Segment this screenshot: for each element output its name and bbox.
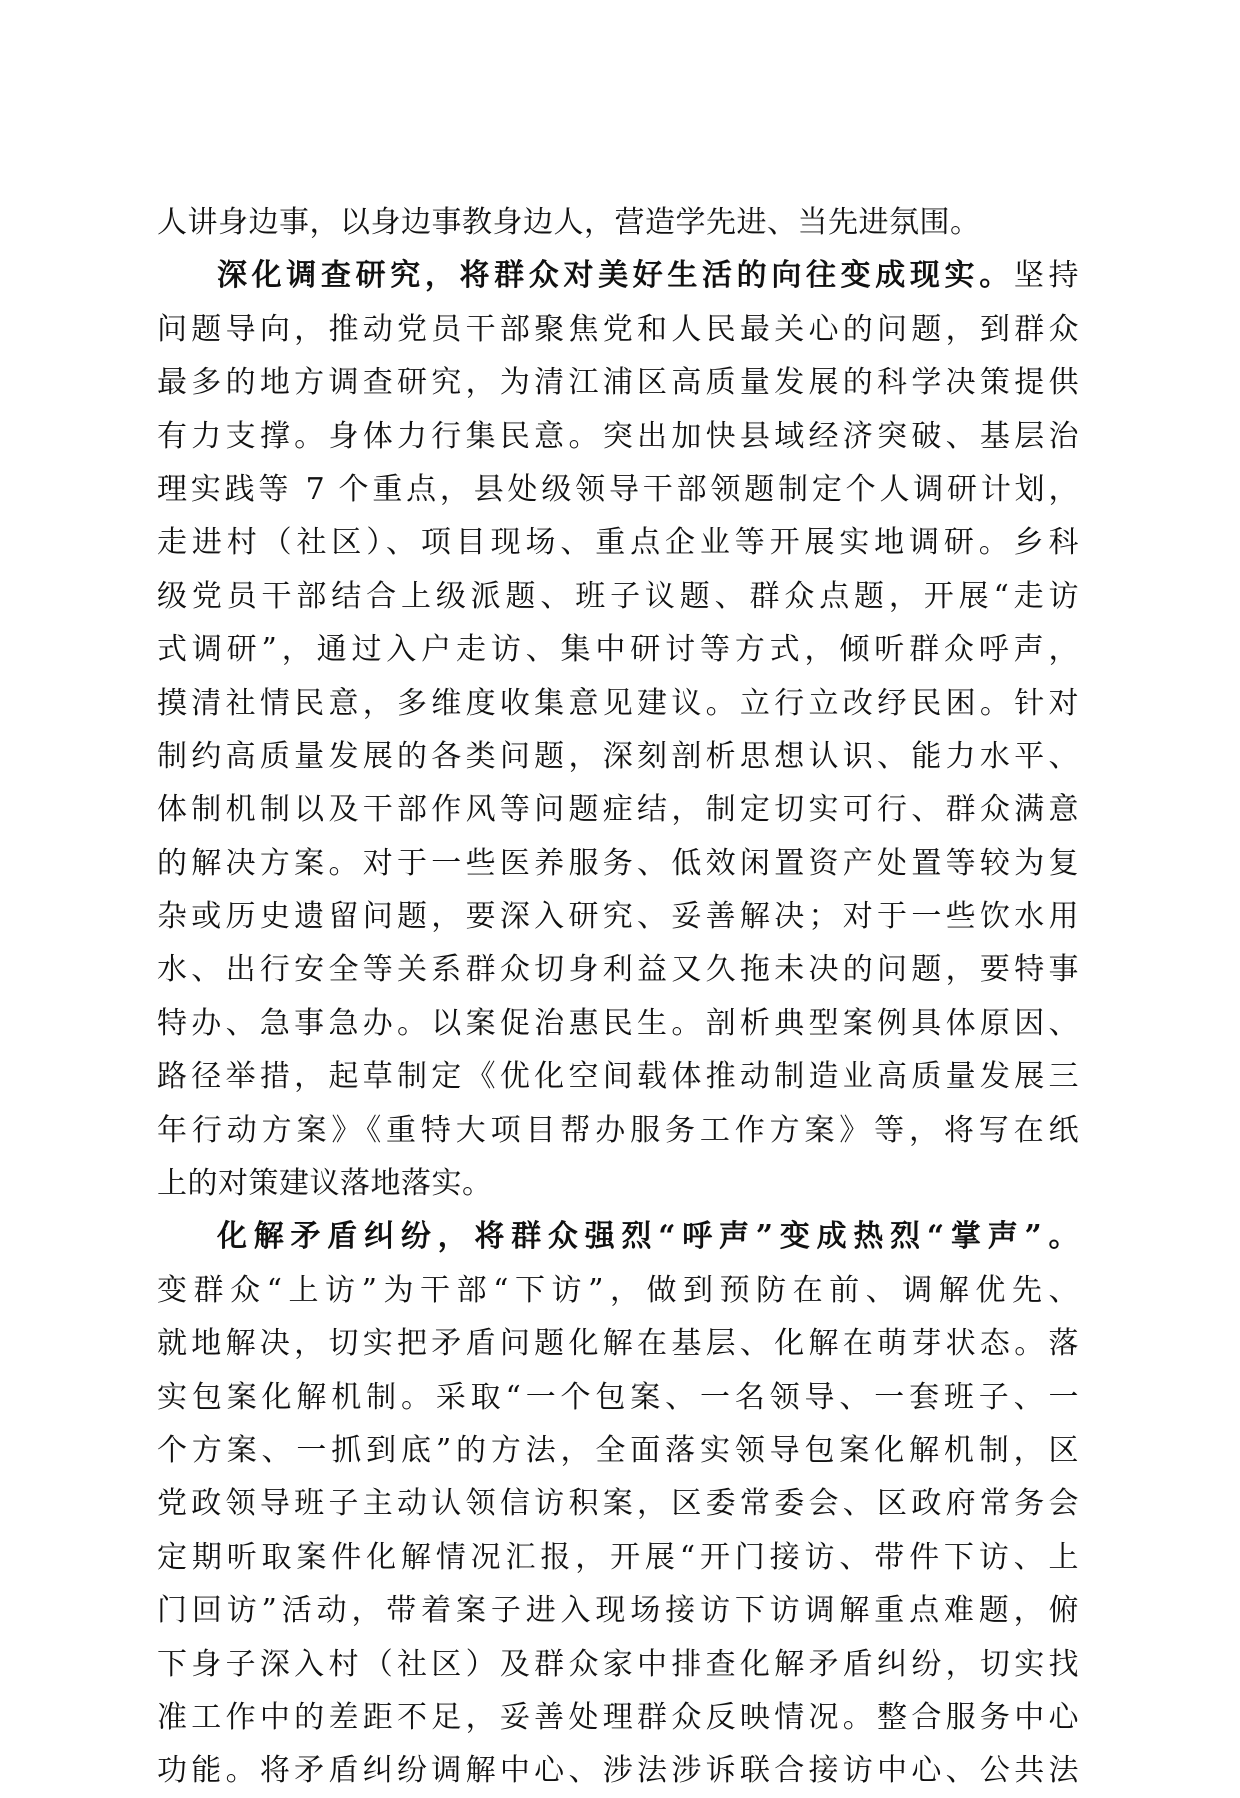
body-text: 水、出行安全等关系群众切身利益又久拖未决的问题，要特事 xyxy=(157,952,1079,988)
text-line xyxy=(157,463,1079,516)
text-line xyxy=(157,1531,1079,1584)
text-line xyxy=(157,677,1079,730)
body-text: 实包案化解机制。采取“一个包案、一名领导、一套班子、一 xyxy=(157,1379,1079,1415)
text-line xyxy=(157,1477,1079,1530)
body-text: 最多的地方调查研究，为清江浦区高质量发展的科学决策提供 xyxy=(157,365,1079,401)
body-text: 级党员干部结合上级派题、班子议题、群众点题，开展“走访 xyxy=(157,578,1079,614)
body-text: 功能。将矛盾纠纷调解中心、涉法涉诉联合接访中心、公共法 xyxy=(157,1753,1079,1789)
body-text: 准工作中的差距不足，妥善处理群众反映情况。整合服务中心 xyxy=(157,1699,1079,1735)
text-line xyxy=(157,623,1079,676)
text-line xyxy=(157,1638,1079,1691)
text-line xyxy=(157,303,1079,356)
text-line xyxy=(157,837,1079,890)
text-line xyxy=(157,890,1079,943)
body-text: 定期听取案件化解情况汇报，开展“开门接访、带件下访、上 xyxy=(157,1539,1079,1575)
text-line xyxy=(157,1424,1079,1477)
body-text: 摸清社情民意，多维度收集意见建议。立行立改纾民困。针对 xyxy=(157,685,1079,721)
body-text: 下身子深入村（社区）及群众家中排查化解矛盾纠纷，切实找 xyxy=(157,1646,1079,1682)
text-line xyxy=(157,570,1079,623)
text-line xyxy=(157,1104,1079,1157)
body-text: 式调研”，通过入户走访、集中研讨等方式，倾听群众呼声， xyxy=(157,632,1079,668)
text-line xyxy=(157,730,1079,783)
text-line xyxy=(157,783,1079,836)
text-line xyxy=(157,1317,1079,1370)
body-text: 的解决方案。对于一些医养服务、低效闲置资产处置等较为复 xyxy=(157,845,1079,881)
text-line xyxy=(157,356,1079,409)
section-heading: 化解矛盾纠纷，将群众强烈“呼声”变成热烈“掌声”。 xyxy=(217,1219,1079,1255)
body-text: 问题导向，推动党员干部聚焦党和人民最关心的问题，到群众 xyxy=(157,311,1079,347)
text-line xyxy=(157,1371,1079,1424)
document-body xyxy=(157,196,1079,1798)
body-text: 党政领导班子主动认领信访积案，区委常委会、区政府常务会 xyxy=(157,1486,1079,1522)
text-line xyxy=(157,943,1079,996)
text-line xyxy=(157,1157,1079,1210)
body-text: 特办、急事急办。以案促治惠民生。剖析典型案例具体原因、 xyxy=(157,1005,1079,1041)
body-text: 上的对策建议落地落实。 xyxy=(157,1166,493,1202)
body-text: 年行动方案》《重特大项目帮办服务工作方案》等，将写在纸 xyxy=(157,1112,1079,1148)
text-line xyxy=(157,516,1079,569)
body-text: 有力支撑。身体力行集民意。突出加快县域经济突破、基层治 xyxy=(157,418,1079,454)
body-text: 就地解决，切实把矛盾问题化解在基层、化解在萌芽状态。落 xyxy=(157,1326,1079,1362)
text-line xyxy=(157,1584,1079,1637)
text-line xyxy=(157,1264,1079,1317)
body-text: 个方案、一抓到底”的方法，全面落实领导包案化解机制，区 xyxy=(157,1432,1079,1468)
body-text: 路径举措，起草制定《优化空间载体推动制造业高质量发展三 xyxy=(157,1059,1079,1095)
text-line xyxy=(157,1691,1079,1744)
text-line xyxy=(157,1744,1079,1797)
text-line xyxy=(157,249,1079,302)
body-text: 体制机制以及干部作风等问题症结，制定切实可行、群众满意 xyxy=(157,792,1079,828)
body-text: 变群众“上访”为干部“下访”，做到预防在前、调解优先、 xyxy=(157,1272,1079,1308)
text-line xyxy=(157,1050,1079,1103)
text-line xyxy=(157,196,1079,249)
body-text: 人讲身边事，以身边事教身边人，营造学先进、当先进氛围。 xyxy=(157,205,981,240)
body-text: 门回访”活动，带着案子进入现场接访下访调解重点难题，俯 xyxy=(157,1593,1079,1629)
body-text: 理实践等 7 个重点，县处级领导干部领题制定个人调研计划， xyxy=(157,471,1079,507)
body-text: 杂或历史遗留问题，要深入研究、妥善解决；对于一些饮水用 xyxy=(157,899,1079,935)
section-heading: 深化调查研究，将群众对美好生活的向往变成现实。 xyxy=(217,258,1014,294)
text-line xyxy=(157,1210,1079,1263)
text-line xyxy=(157,410,1079,463)
body-text: 走进村（社区）、项目现场、重点企业等开展实地调研。乡科 xyxy=(157,525,1079,561)
body-text: 制约高质量发展的各类问题，深刻剖析思想认识、能力水平、 xyxy=(157,738,1079,774)
text-line xyxy=(157,997,1079,1050)
body-text: 坚持 xyxy=(1013,258,1080,294)
